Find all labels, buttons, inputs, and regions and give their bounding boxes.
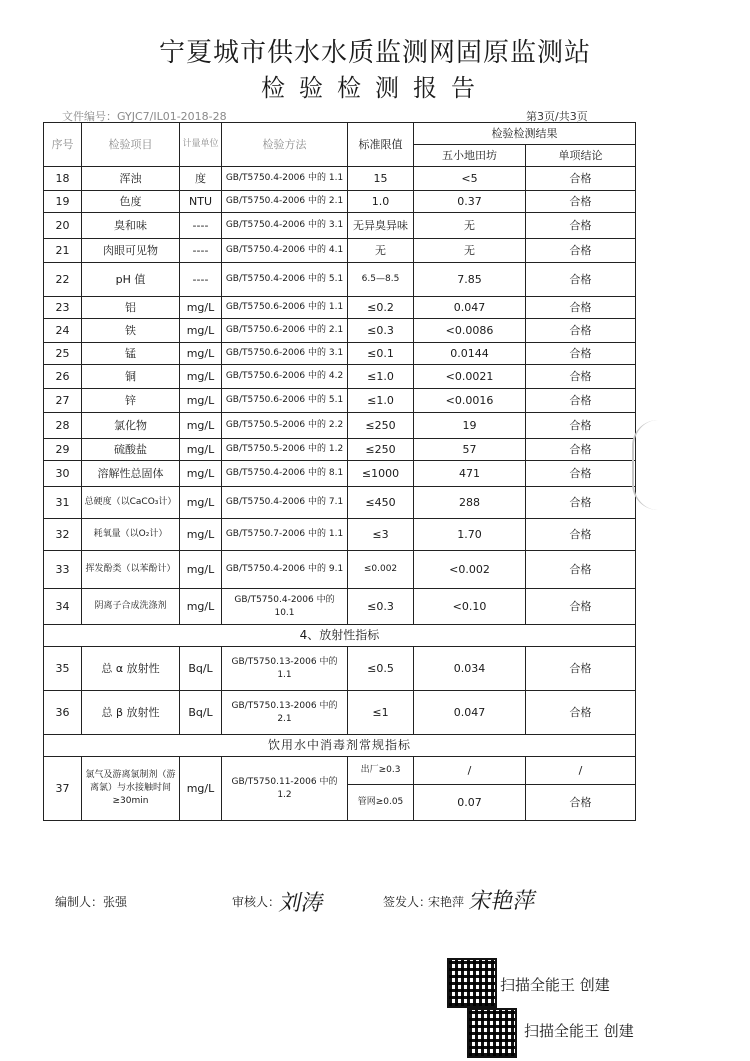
table-row bbox=[44, 461, 636, 487]
row-unit: mg/L bbox=[180, 389, 222, 413]
row-result: 合格 bbox=[526, 343, 636, 365]
row-method: GB/T5750.7-2006 中的 1.1 bbox=[222, 519, 348, 551]
inspection-table bbox=[43, 122, 636, 821]
row-item: 氯气及游离氯制剂（游离氯）与水接触时间≥30min bbox=[82, 757, 180, 821]
table-row bbox=[44, 319, 636, 343]
row-value: 57 bbox=[414, 439, 526, 461]
row-method: GB/T5750.6-2006 中的 2.1 bbox=[222, 319, 348, 343]
row-value: <0.0021 bbox=[414, 365, 526, 389]
row-limit: 管网≥0.05 bbox=[348, 785, 414, 821]
row-number: 30 bbox=[44, 461, 82, 487]
row-value: <0.0086 bbox=[414, 319, 526, 343]
report-title: 检验检测报告 bbox=[261, 74, 489, 102]
reviewer-signature: 刘涛 bbox=[276, 891, 327, 916]
row-method: GB/T5750.11-2006 中的 1.2 bbox=[222, 757, 348, 821]
row-unit: mg/L bbox=[180, 413, 222, 439]
row-result: 合格 bbox=[526, 389, 636, 413]
section-radioactivity: 4、放射性指标 bbox=[44, 625, 636, 647]
table-row bbox=[44, 191, 636, 213]
row-result: 合格 bbox=[526, 785, 636, 821]
report-org-title: 宁夏城市供水水质监测网固原监测站 bbox=[158, 38, 591, 68]
row-result: 合格 bbox=[526, 461, 636, 487]
row-method: GB/T5750.6-2006 中的 4.2 bbox=[222, 365, 348, 389]
scanner-watermark: 扫描全能王 创建 bbox=[500, 976, 610, 994]
header-method: 检验方法 bbox=[222, 123, 348, 167]
table-row bbox=[44, 167, 636, 191]
section-row bbox=[44, 625, 636, 647]
row-unit: mg/L bbox=[180, 551, 222, 589]
row-item: 色度 bbox=[82, 191, 180, 213]
row-method: GB/T5750.6-2006 中的 1.1 bbox=[222, 297, 348, 319]
table-row bbox=[44, 439, 636, 461]
row-result: / bbox=[526, 757, 636, 785]
row-number: 27 bbox=[44, 389, 82, 413]
row-limit: ≤1.0 bbox=[348, 365, 414, 389]
row-method: GB/T5750.13-2006 中的 1.1 bbox=[222, 647, 348, 691]
row-limit: ≤0.002 bbox=[348, 551, 414, 589]
row-limit: 无异臭异味 bbox=[348, 213, 414, 239]
row-limit: ≤1000 bbox=[348, 461, 414, 487]
row-item: pH 值 bbox=[82, 263, 180, 297]
row-limit: ≤0.5 bbox=[348, 647, 414, 691]
table-row bbox=[44, 487, 636, 519]
row-value: 7.85 bbox=[414, 263, 526, 297]
row-method: GB/T5750.6-2006 中的 5.1 bbox=[222, 389, 348, 413]
row-method: GB/T5750.13-2006 中的 2.1 bbox=[222, 691, 348, 735]
row-method: GB/T5750.5-2006 中的 1.2 bbox=[222, 439, 348, 461]
row-number: 24 bbox=[44, 319, 82, 343]
row-unit: NTU bbox=[180, 191, 222, 213]
row-result: 合格 bbox=[526, 297, 636, 319]
row-value: / bbox=[414, 757, 526, 785]
row-limit: ≤1.0 bbox=[348, 389, 414, 413]
signer-name: 宋艳萍 bbox=[428, 895, 465, 909]
prepared-by-label: 编制人： bbox=[55, 895, 104, 909]
row-value: 471 bbox=[414, 461, 526, 487]
row-method: GB/T5750.4-2006 中的 7.1 bbox=[222, 487, 348, 519]
row-unit: mg/L bbox=[180, 297, 222, 319]
row-value: 0.047 bbox=[414, 297, 526, 319]
row-limit: ≤250 bbox=[348, 413, 414, 439]
header-limit: 标准限值 bbox=[348, 123, 414, 167]
row-item: 锌 bbox=[82, 389, 180, 413]
header-no: 序号 bbox=[44, 123, 82, 167]
row-unit: ---- bbox=[180, 263, 222, 297]
row-unit: mg/L bbox=[180, 519, 222, 551]
row-result: 合格 bbox=[526, 519, 636, 551]
row-method: GB/T5750.6-2006 中的 3.1 bbox=[222, 343, 348, 365]
row-value: <5 bbox=[414, 167, 526, 191]
row-method: GB/T5750.4-2006 中的 5.1 bbox=[222, 263, 348, 297]
row-limit: ≤450 bbox=[348, 487, 414, 519]
row-item: 铜 bbox=[82, 365, 180, 389]
table-row bbox=[44, 647, 636, 691]
row-result: 合格 bbox=[526, 213, 636, 239]
table-row bbox=[44, 589, 636, 625]
prepared-by-name: 张强 bbox=[103, 895, 128, 909]
row-value: 0.034 bbox=[414, 647, 526, 691]
row-item: 肉眼可见物 bbox=[82, 239, 180, 263]
row-method: GB/T5750.4-2006 中的 2.1 bbox=[222, 191, 348, 213]
row-result: 合格 bbox=[526, 589, 636, 625]
row-item: 耗氧量（以O₂计） bbox=[82, 519, 180, 551]
header-item: 检验项目 bbox=[82, 123, 180, 167]
table-row bbox=[44, 297, 636, 319]
row-result: 合格 bbox=[526, 439, 636, 461]
row-item: 浑浊 bbox=[82, 167, 180, 191]
table-row bbox=[44, 551, 636, 589]
row-item: 锰 bbox=[82, 343, 180, 365]
row-item: 阴离子合成洗涤剂 bbox=[82, 589, 180, 625]
row-method: GB/T5750.4-2006 中的 9.1 bbox=[222, 551, 348, 589]
row-method: GB/T5750.4-2006 中的 1.1 bbox=[222, 167, 348, 191]
row-value: <0.10 bbox=[414, 589, 526, 625]
row-item: 铁 bbox=[82, 319, 180, 343]
row-item: 铝 bbox=[82, 297, 180, 319]
row-result: 合格 bbox=[526, 487, 636, 519]
row-unit: 度 bbox=[180, 167, 222, 191]
row-limit: 出厂≥0.3 bbox=[348, 757, 414, 785]
header-results: 检验检测结果 bbox=[414, 123, 636, 145]
row-number: 21 bbox=[44, 239, 82, 263]
table-row bbox=[44, 343, 636, 365]
row-number: 20 bbox=[44, 213, 82, 239]
header-unit: 计量单位 bbox=[180, 123, 222, 167]
seam-stamp bbox=[632, 420, 658, 510]
row-value: 19 bbox=[414, 413, 526, 439]
section-disinfectant: 饮用水中消毒剂常规指标 bbox=[44, 735, 636, 757]
row-unit: mg/L bbox=[180, 439, 222, 461]
row-value: 1.70 bbox=[414, 519, 526, 551]
row-limit: ≤3 bbox=[348, 519, 414, 551]
table-row bbox=[44, 239, 636, 263]
row-unit: Bq/L bbox=[180, 691, 222, 735]
row-limit: 1.0 bbox=[348, 191, 414, 213]
row-number: 29 bbox=[44, 439, 82, 461]
row-number: 34 bbox=[44, 589, 82, 625]
qr-code-icon bbox=[467, 1008, 517, 1058]
row-number: 22 bbox=[44, 263, 82, 297]
signer-signature: 宋艳萍 bbox=[466, 889, 539, 914]
row-item: 硫酸盐 bbox=[82, 439, 180, 461]
row-item: 总 α 放射性 bbox=[82, 647, 180, 691]
row-value: 0.07 bbox=[414, 785, 526, 821]
row-limit: ≤0.3 bbox=[348, 589, 414, 625]
section-row bbox=[44, 735, 636, 757]
row-number: 23 bbox=[44, 297, 82, 319]
row-method: GB/T5750.4-2006 中的 3.1 bbox=[222, 213, 348, 239]
row-value: 288 bbox=[414, 487, 526, 519]
row-limit: ≤0.2 bbox=[348, 297, 414, 319]
row-item: 溶解性总固体 bbox=[82, 461, 180, 487]
table-row bbox=[44, 389, 636, 413]
row-item: 臭和味 bbox=[82, 213, 180, 239]
row-item: 总硬度（以CaCO₃计） bbox=[82, 487, 180, 519]
table-row bbox=[44, 691, 636, 735]
row-unit: Bq/L bbox=[180, 647, 222, 691]
table-row bbox=[44, 365, 636, 389]
row-unit: mg/L bbox=[180, 319, 222, 343]
row-value: 0.0144 bbox=[414, 343, 526, 365]
row-unit: mg/L bbox=[180, 757, 222, 821]
row-value: <0.002 bbox=[414, 551, 526, 589]
table-row bbox=[44, 413, 636, 439]
table-row bbox=[44, 213, 636, 239]
row-number: 28 bbox=[44, 413, 82, 439]
row-limit: 15 bbox=[348, 167, 414, 191]
row-number: 37 bbox=[44, 757, 82, 821]
row-result: 合格 bbox=[526, 191, 636, 213]
row-unit: mg/L bbox=[180, 461, 222, 487]
row-unit: mg/L bbox=[180, 365, 222, 389]
row-limit: ≤1 bbox=[348, 691, 414, 735]
row-method: GB/T5750.4-2006 中的 8.1 bbox=[222, 461, 348, 487]
document-number: 文件编号：GYJC7/IL01-2018-28 bbox=[62, 110, 227, 123]
scanner-watermark: 扫描全能王 创建 bbox=[524, 1022, 634, 1040]
row-number: 26 bbox=[44, 365, 82, 389]
row-number: 35 bbox=[44, 647, 82, 691]
row-value: 0.37 bbox=[414, 191, 526, 213]
table-row bbox=[44, 519, 636, 551]
row-number: 32 bbox=[44, 519, 82, 551]
row-number: 19 bbox=[44, 191, 82, 213]
row-number: 18 bbox=[44, 167, 82, 191]
page-number: 第3页/共3页 bbox=[526, 110, 588, 123]
row-limit: 无 bbox=[348, 239, 414, 263]
row-unit: mg/L bbox=[180, 487, 222, 519]
row-result: 合格 bbox=[526, 413, 636, 439]
qr-code-icon bbox=[447, 958, 497, 1008]
row-number: 36 bbox=[44, 691, 82, 735]
row-limit: ≤0.3 bbox=[348, 319, 414, 343]
row-limit: 6.5—8.5 bbox=[348, 263, 414, 297]
row-result: 合格 bbox=[526, 691, 636, 735]
row-item: 氯化物 bbox=[82, 413, 180, 439]
row-unit: mg/L bbox=[180, 343, 222, 365]
row-result: 合格 bbox=[526, 167, 636, 191]
row-unit: ---- bbox=[180, 239, 222, 263]
row-method: GB/T5750.4-2006 中的 4.1 bbox=[222, 239, 348, 263]
signer-label: 签发人： bbox=[383, 895, 432, 909]
row-result: 合格 bbox=[526, 647, 636, 691]
row-unit: mg/L bbox=[180, 589, 222, 625]
row-result: 合格 bbox=[526, 365, 636, 389]
row-number: 25 bbox=[44, 343, 82, 365]
row-result: 合格 bbox=[526, 263, 636, 297]
row-number: 31 bbox=[44, 487, 82, 519]
header-conclusion: 单项结论 bbox=[526, 145, 636, 167]
table-row bbox=[44, 757, 636, 785]
row-item: 总 β 放射性 bbox=[82, 691, 180, 735]
row-method: GB/T5750.4-2006 中的 10.1 bbox=[222, 589, 348, 625]
reviewer-label: 审核人： bbox=[232, 895, 281, 909]
row-result: 合格 bbox=[526, 319, 636, 343]
row-value: 0.047 bbox=[414, 691, 526, 735]
row-limit: ≤250 bbox=[348, 439, 414, 461]
row-value: 无 bbox=[414, 239, 526, 263]
row-result: 合格 bbox=[526, 239, 636, 263]
row-result: 合格 bbox=[526, 551, 636, 589]
table-row bbox=[44, 263, 636, 297]
row-unit: ---- bbox=[180, 213, 222, 239]
row-method: GB/T5750.5-2006 中的 2.2 bbox=[222, 413, 348, 439]
header-value: 五小地田坊 bbox=[414, 145, 526, 167]
row-number: 33 bbox=[44, 551, 82, 589]
row-value: 无 bbox=[414, 213, 526, 239]
row-limit: ≤0.1 bbox=[348, 343, 414, 365]
row-value: <0.0016 bbox=[414, 389, 526, 413]
row-item: 挥发酚类（以苯酚计） bbox=[82, 551, 180, 589]
